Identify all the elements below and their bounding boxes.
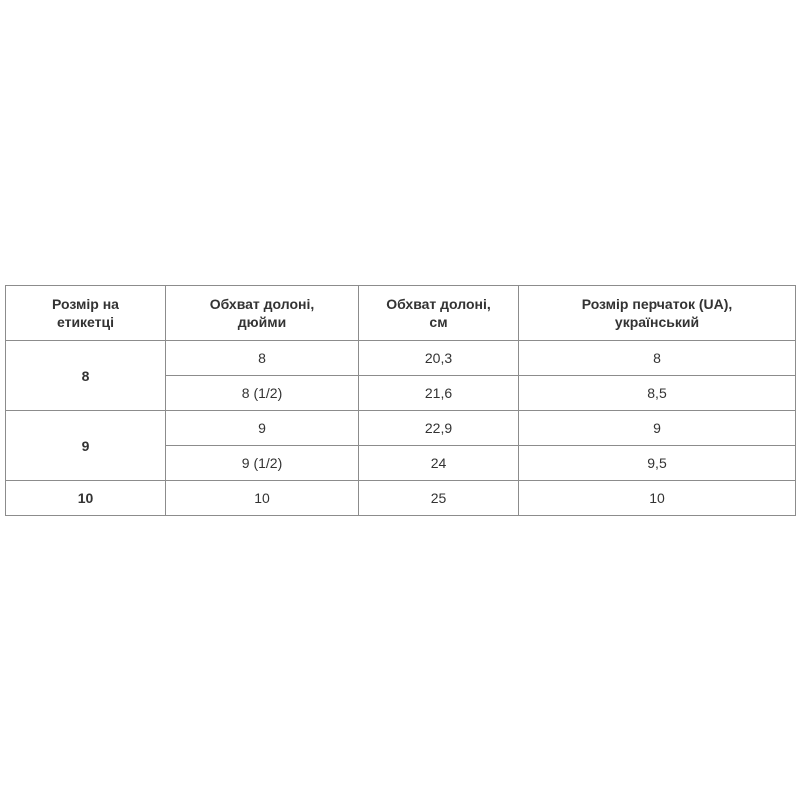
glove-ua-cell: 8 [519, 341, 796, 376]
palm-inches-cell: 8 [166, 341, 359, 376]
glove-ua-cell: 8,5 [519, 376, 796, 411]
palm-cm-cell: 25 [359, 481, 519, 516]
glove-ua-cell: 10 [519, 481, 796, 516]
header-palm-inches-line1: Обхват долоні, [209, 296, 315, 312]
size-label-cell: 10 [6, 481, 166, 516]
palm-cm-cell: 21,6 [359, 376, 519, 411]
header-palm-inches-line2: дюйми [237, 314, 287, 330]
glove-ua-cell: 9 [519, 411, 796, 446]
header-palm-cm [359, 286, 519, 341]
palm-cm-cell: 22,9 [359, 411, 519, 446]
header-glove-size-ua [519, 286, 796, 341]
header-glove-size-ua-line2: український [614, 314, 700, 330]
palm-inches-cell: 8 (1/2) [166, 376, 359, 411]
table-row [6, 341, 796, 376]
palm-cm-cell: 24 [359, 446, 519, 481]
table-row [6, 481, 796, 516]
header-label-size-line1: Розмір на [52, 296, 119, 312]
glove-ua-cell: 9,5 [519, 446, 796, 481]
palm-inches-cell: 10 [166, 481, 359, 516]
glove-size-table [5, 285, 796, 516]
palm-cm-cell: 20,3 [359, 341, 519, 376]
size-label-cell: 9 [6, 411, 166, 481]
header-palm-inches [166, 286, 359, 341]
palm-inches-cell: 9 [166, 411, 359, 446]
table-row [6, 411, 796, 446]
header-palm-cm-line2: см [429, 314, 448, 330]
size-label-cell: 8 [6, 341, 166, 411]
header-label-size-line2: етикетці [56, 314, 115, 330]
palm-inches-cell: 9 (1/2) [166, 446, 359, 481]
header-label-size [6, 286, 166, 341]
header-glove-size-ua-line1: Розмір перчаток (UA), [581, 296, 733, 312]
header-row [6, 286, 796, 341]
header-palm-cm-line1: Обхват долоні, [386, 296, 491, 312]
